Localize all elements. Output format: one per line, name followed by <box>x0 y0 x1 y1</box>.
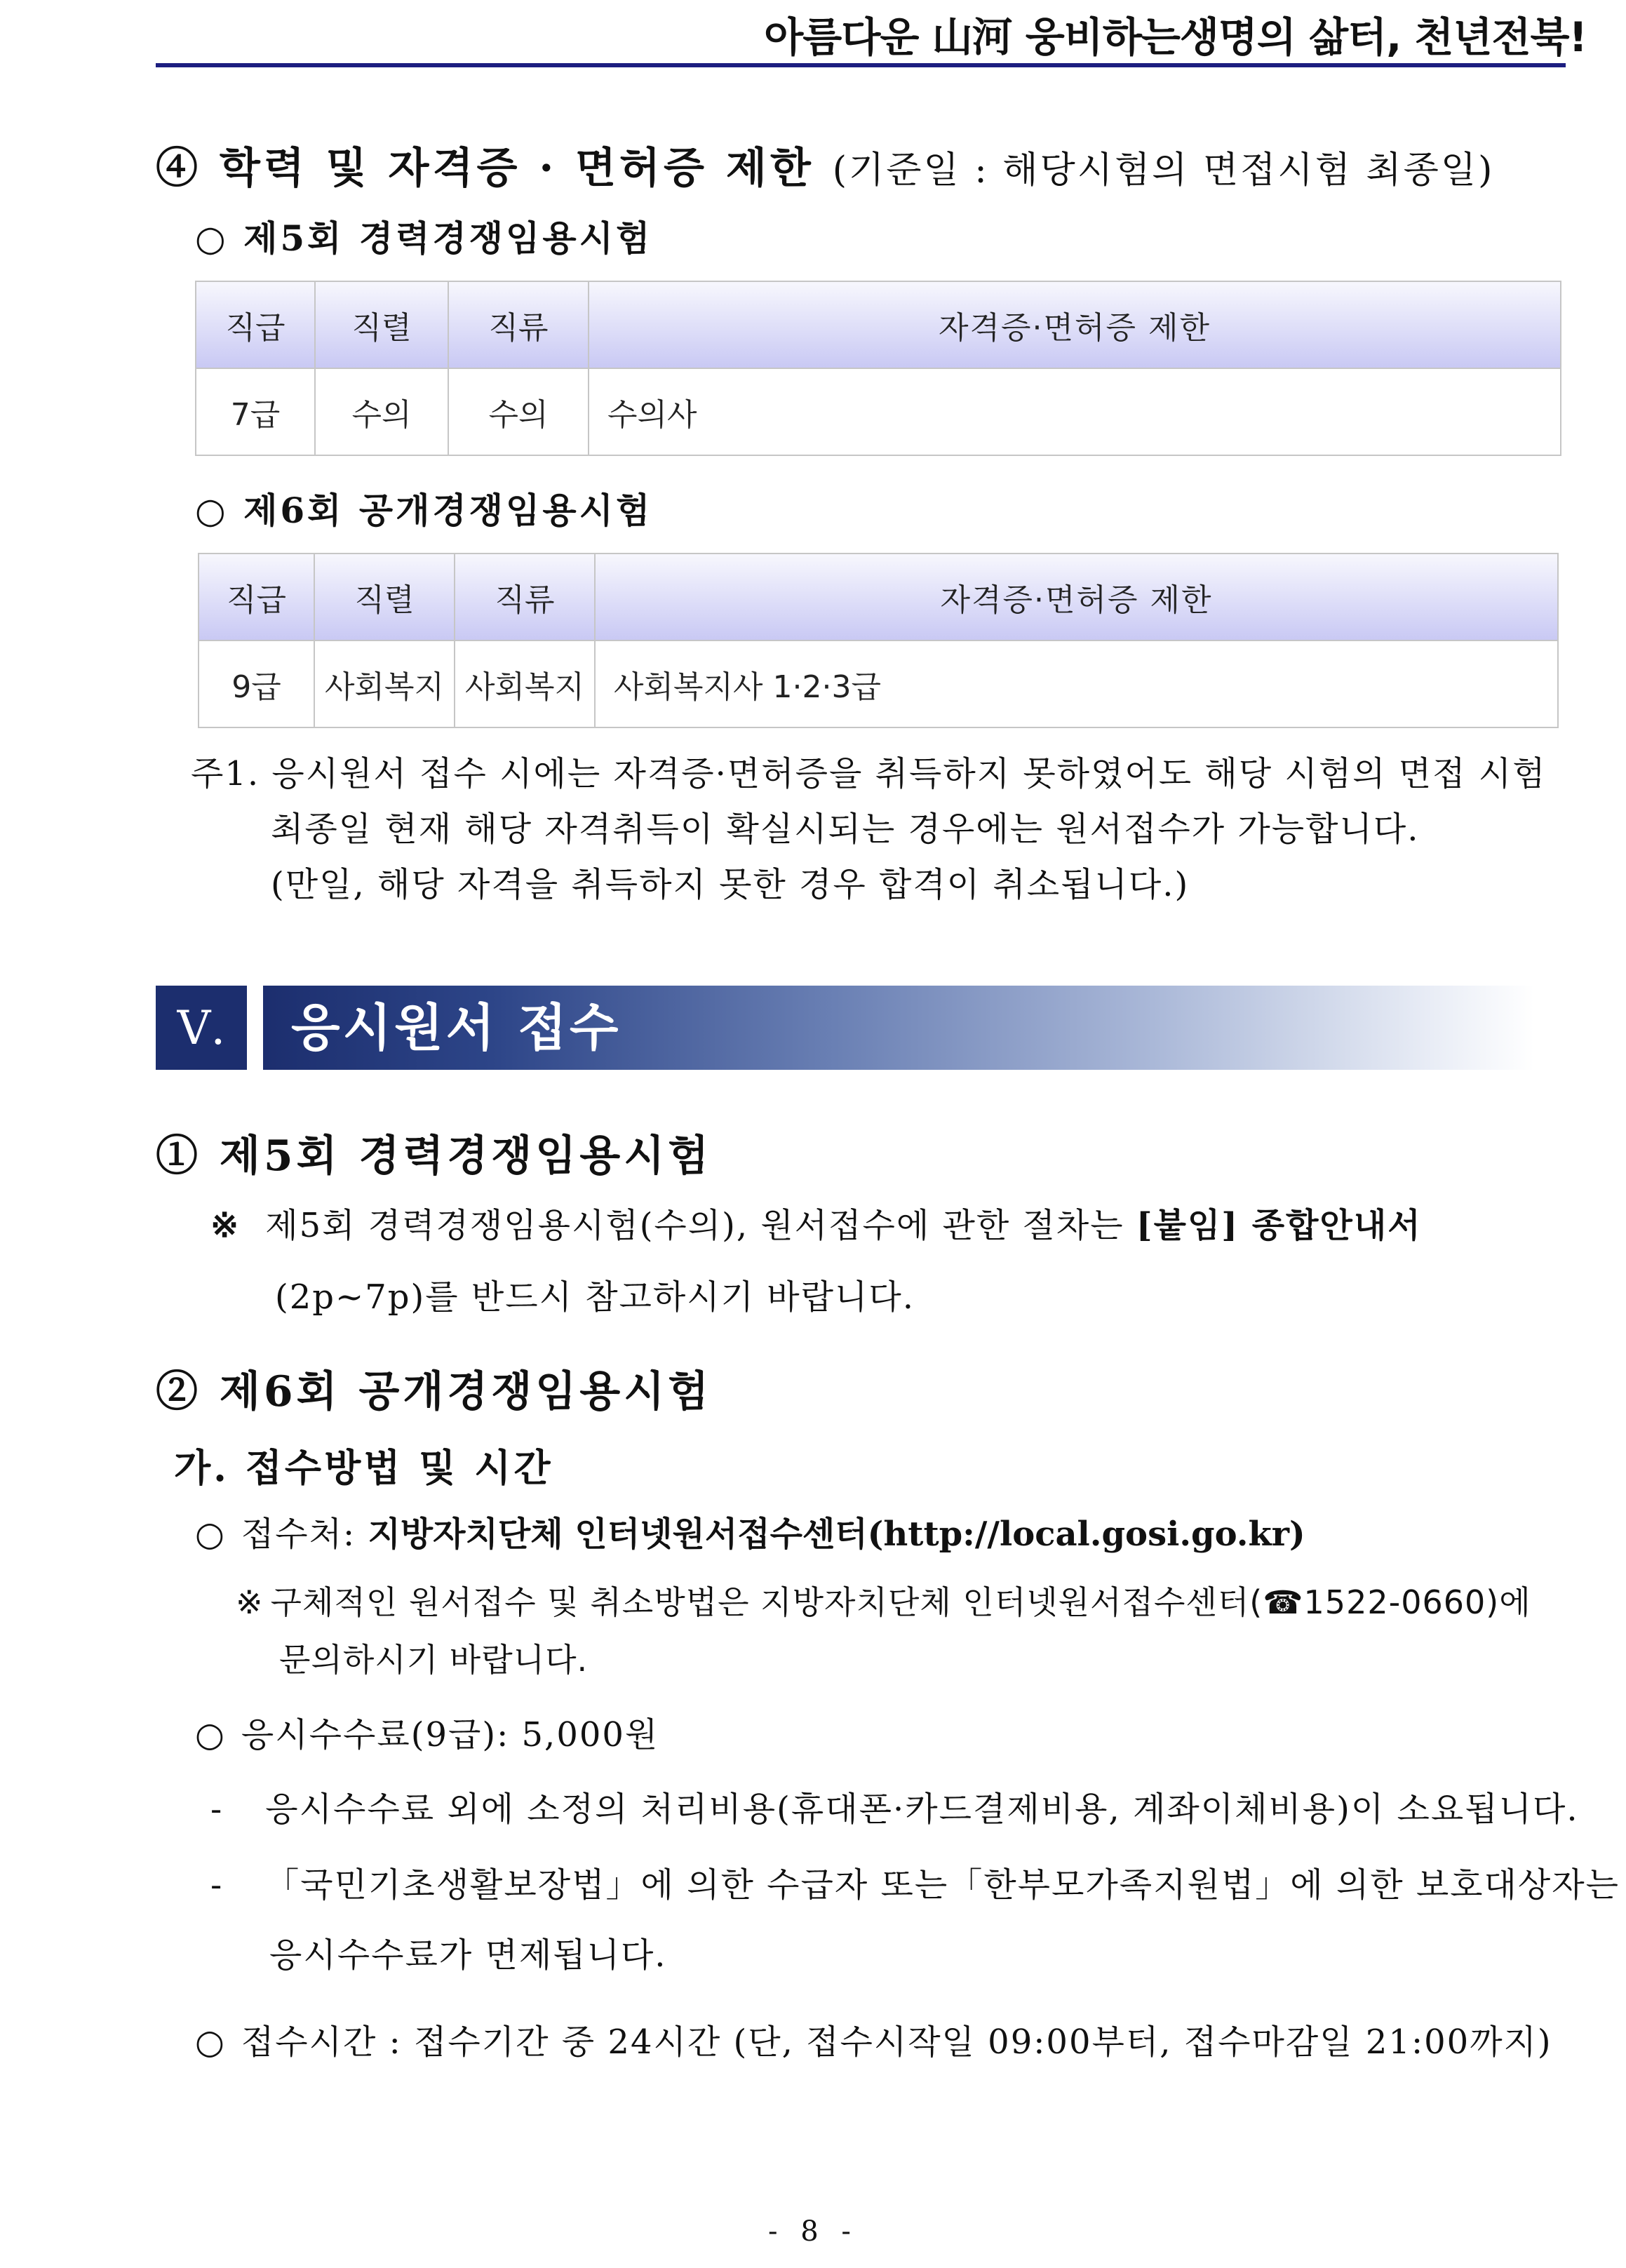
note-bold-text: [붙임] 종합안내서 <box>1136 1206 1422 1245</box>
note-line-2: 최종일 현재 해당 자격취득이 확실시되는 경우에는 원서접수가 가능합니다. <box>271 810 1420 849</box>
exam6-subtitle <box>195 483 652 533</box>
note-text: 제5회 경력경쟁임용시험(수의), 원서접수에 관한 절차는 <box>265 1206 1136 1245</box>
reception-time <box>195 2015 1552 2063</box>
note-mark: ※ <box>210 1206 241 1245</box>
reference-mark: ※ <box>236 1583 264 1621</box>
section-5-number-box <box>156 986 247 1070</box>
bullet-circle: ○ <box>195 1715 226 1754</box>
col-header-class: 직류 <box>455 553 595 640</box>
col-header-class: 직류 <box>448 281 589 368</box>
cell-grade: 7급 <box>196 368 315 455</box>
note-line-3: (만일, 해당 자격을 취득하지 못한 경우 합격이 취소됩니다.) <box>271 865 1190 904</box>
part-1-note-line-2: (2p~7p)를 반드시 참고하시기 바랍니다. <box>275 1277 915 1317</box>
col-header-grade: 직급 <box>196 281 315 368</box>
dash-line-1 <box>210 1782 1579 1830</box>
dash-line-2 <box>210 1858 1620 1906</box>
table-header-row <box>199 553 1558 640</box>
part-2-heading <box>156 1358 712 1418</box>
header-slogan: 아름다운 山河 웅비하는생명의 삶터, 천년전북! <box>764 13 1587 61</box>
cell-class: 사회복지 <box>455 640 595 727</box>
sub-heading-a: 가. 접수방법 및 시간 <box>174 1445 553 1490</box>
bullet-circle: ○ <box>195 490 229 531</box>
exam6-title: 제6회 공개경쟁임용시험 <box>243 490 653 531</box>
section-4-heading <box>156 135 1494 195</box>
exam5-title: 제5회 경력경쟁임용시험 <box>243 217 653 259</box>
heading-note: (기준일 : 해당시험의 면접시험 최종일) <box>832 149 1495 192</box>
col-header-grade: 직급 <box>199 553 314 640</box>
dash-text: 「국민기초생활보장법」에 의한 수급자 또는「한부모가족지원법」에 의한 보호대상자는 <box>265 1865 1620 1905</box>
fee-text: 응시수수료(9급): 5,000원 <box>241 1715 659 1754</box>
fee-line <box>195 1707 659 1756</box>
bullet-circle: ○ <box>195 217 229 259</box>
section-5-title: 응시원서 접수 <box>291 998 621 1057</box>
col-header-series: 직렬 <box>315 281 448 368</box>
col-header-license: 자격증·면허증 제한 <box>589 281 1561 368</box>
reception-value: 지방자치단체 인터넷원서접수센터(http://local.gosi.go.kr) <box>368 1515 1305 1554</box>
cell-license: 수의사 <box>589 368 1561 455</box>
heading-text: 학력 및 자격증 · 면허증 제한 <box>219 144 814 193</box>
exam5-subtitle <box>195 210 652 261</box>
page-number: - 8 - <box>768 2215 858 2248</box>
cell-grade: 9급 <box>199 640 314 727</box>
section-5-number: Ⅴ. <box>177 1000 226 1055</box>
reception-label: 접수처: <box>241 1515 368 1554</box>
table-row <box>199 640 1558 727</box>
exam6-table <box>198 553 1559 728</box>
cell-class: 수의 <box>448 368 589 455</box>
col-header-series: 직렬 <box>314 553 455 640</box>
part-1-heading <box>156 1122 712 1183</box>
part-1-note-line-1 <box>210 1198 1422 1247</box>
col-header-license: 자격증·면허증 제한 <box>595 553 1558 640</box>
header-rule <box>156 63 1566 67</box>
part-1-number: ① <box>156 1132 201 1181</box>
table-header-row <box>196 281 1561 368</box>
dash-mark: - <box>210 1865 224 1905</box>
part-2-number: ② <box>156 1367 201 1416</box>
part-1-title: 제5회 경력경쟁임용시험 <box>219 1132 713 1181</box>
exam5-table <box>195 281 1561 456</box>
reference-line-1 <box>236 1577 1531 1623</box>
reception-place <box>195 1507 1305 1555</box>
bullet-circle: ○ <box>195 1515 226 1554</box>
cell-series: 수의 <box>315 368 448 455</box>
reference-text: 구체적인 원서접수 및 취소방법은 지방자치단체 인터넷원서접수센터(☎1522-0660)에 <box>270 1583 1531 1621</box>
dash-line-2-cont: 응시수수료가 면제됩니다. <box>269 1935 667 1975</box>
cell-license: 사회복지사 1·2·3급 <box>595 640 1558 727</box>
reference-line-2: 문의하시기 바랍니다. <box>279 1641 589 1679</box>
dash-mark: - <box>210 1790 224 1829</box>
heading-number: ④ <box>156 144 201 193</box>
part-2-title: 제6회 공개경쟁임용시험 <box>219 1367 713 1416</box>
time-text: 접수시간 : 접수기간 중 24시간 (단, 접수시작일 09:00부터, 접수마감일 21:00까지) <box>241 2022 1552 2062</box>
bullet-circle: ○ <box>195 2022 226 2062</box>
cell-series: 사회복지 <box>314 640 455 727</box>
table-row <box>196 368 1561 455</box>
note-line-1: 주1. 응시원서 접수 시에는 자격증·면허증을 취득하지 못하였어도 해당 시험의 면접 시험 <box>191 754 1547 793</box>
dash-text: 응시수수료 외에 소정의 처리비용(휴대폰·카드결제비용, 계좌이체비용)이 소요됩니다. <box>265 1790 1579 1829</box>
